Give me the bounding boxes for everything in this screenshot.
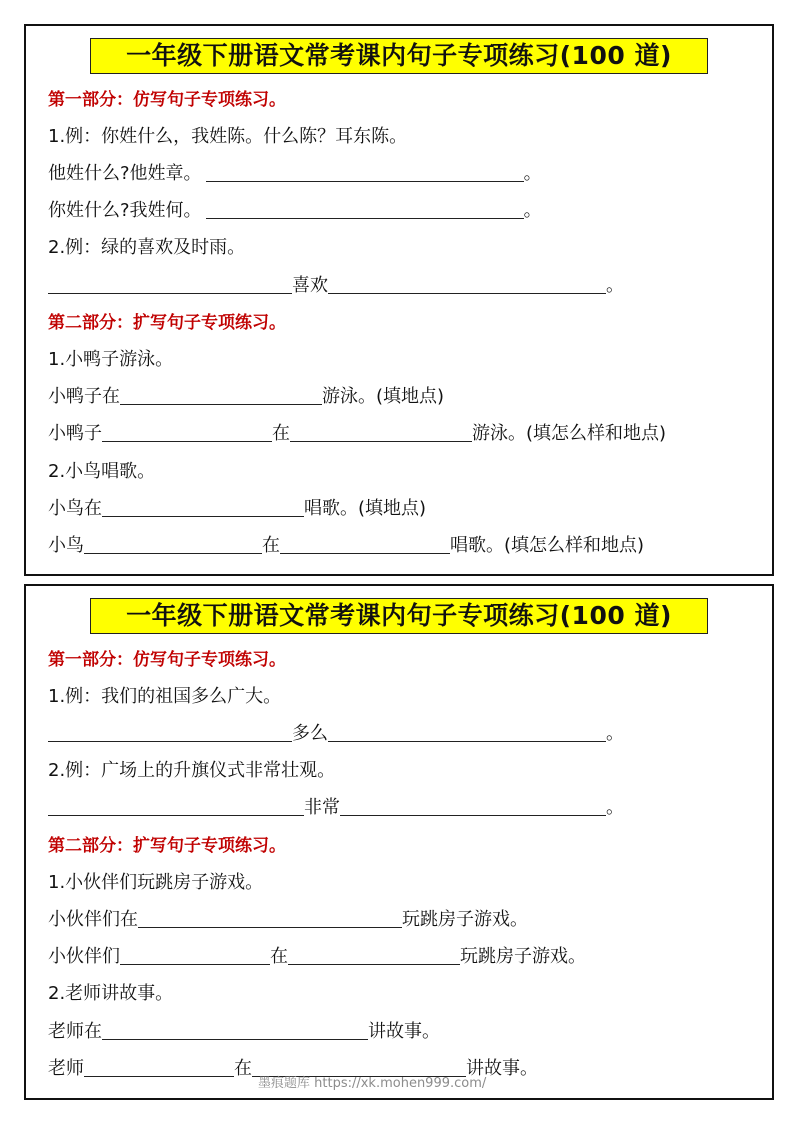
q2-example: 2.例：广场上的升旗仪式非常壮观。 bbox=[48, 760, 336, 781]
answer-blank[interactable] bbox=[120, 386, 322, 405]
q1-example: 1.例：我们的祖国多么广大。 bbox=[48, 686, 282, 707]
q1-line2-end: 。 bbox=[523, 200, 542, 221]
q4-b-end: 讲故事。 bbox=[466, 1058, 538, 1079]
answer-blank[interactable] bbox=[102, 1021, 368, 1040]
part2-heading: 第二部分：扩写句子专项练习。 bbox=[48, 836, 286, 856]
worksheet-card-2 bbox=[24, 584, 774, 1100]
answer-blank[interactable] bbox=[138, 909, 402, 928]
q4-a-start: 老师在 bbox=[48, 1021, 102, 1042]
q2-end: 。 bbox=[606, 797, 624, 818]
answer-blank[interactable] bbox=[102, 498, 304, 517]
part1-heading: 第一部分：仿写句子专项练习。 bbox=[48, 650, 286, 670]
answer-blank[interactable] bbox=[288, 946, 460, 965]
watermark: 墨痕题库 https://xk.mohen999.com/ bbox=[258, 1076, 487, 1091]
q3-line-a bbox=[48, 908, 528, 932]
q2-line bbox=[48, 796, 624, 820]
part1-heading: 第一部分：仿写句子专项练习。 bbox=[48, 90, 286, 110]
q3-line-a bbox=[48, 385, 444, 409]
q1-line2 bbox=[48, 199, 542, 223]
q3-b-mid: 在 bbox=[272, 423, 290, 444]
q3-b-start: 小鸭子 bbox=[48, 423, 102, 444]
q3-line-b bbox=[48, 422, 666, 446]
q3-b-end: 游泳。(填怎么样和地点) bbox=[472, 423, 667, 444]
answer-blank[interactable] bbox=[102, 423, 272, 442]
q4-a-start: 小鸟在 bbox=[48, 498, 102, 519]
answer-blank[interactable] bbox=[84, 1058, 234, 1077]
q1-line1-end: 。 bbox=[523, 163, 542, 184]
q4-a-end: 讲故事。 bbox=[368, 1021, 440, 1042]
q2-example: 2.例：绿的喜欢及时雨。 bbox=[48, 237, 246, 258]
q1-mid: 多么 bbox=[292, 723, 328, 744]
answer-blank[interactable] bbox=[48, 723, 292, 742]
q2-mid: 非常 bbox=[304, 797, 340, 818]
answer-blank[interactable] bbox=[206, 200, 524, 219]
worksheet-title: 一年级下册语文常考课内句子专项练习(100 道) bbox=[90, 598, 708, 634]
q3-a-end: 游泳。(填地点) bbox=[322, 386, 445, 407]
q4-line-b bbox=[48, 534, 644, 558]
answer-blank[interactable] bbox=[340, 797, 606, 816]
q3-sentence: 1.小鸭子游泳。 bbox=[48, 349, 174, 370]
answer-blank[interactable] bbox=[328, 275, 606, 294]
q4-b-start: 老师 bbox=[48, 1058, 84, 1079]
answer-blank[interactable] bbox=[328, 723, 606, 742]
q4-b-start: 小鸟 bbox=[48, 535, 84, 556]
q4-a-end: 唱歌。(填地点) bbox=[304, 498, 427, 519]
q3-a-end: 玩跳房子游戏。 bbox=[402, 909, 528, 930]
answer-blank[interactable] bbox=[120, 946, 270, 965]
answer-blank[interactable] bbox=[84, 535, 262, 554]
q3-b-start: 小伙伴们 bbox=[48, 946, 120, 967]
q2-line bbox=[48, 274, 624, 298]
q1-line1 bbox=[48, 162, 542, 186]
q3-a-start: 小伙伴们在 bbox=[48, 909, 138, 930]
q1-end: 。 bbox=[606, 723, 624, 744]
q4-line-a bbox=[48, 497, 426, 521]
q4-b-end: 唱歌。(填怎么样和地点) bbox=[450, 535, 645, 556]
q1-line2-text: 你姓什么?我姓何。 bbox=[48, 200, 202, 221]
q3-a-start: 小鸭子在 bbox=[48, 386, 120, 407]
answer-blank[interactable] bbox=[280, 535, 450, 554]
q2-end: 。 bbox=[606, 275, 624, 296]
q1-example: 1.例：你姓什么，我姓陈。什么陈？耳东陈。 bbox=[48, 126, 408, 147]
q3-b-mid: 在 bbox=[270, 946, 288, 967]
part2-heading: 第二部分：扩写句子专项练习。 bbox=[48, 313, 286, 333]
q4-b-mid: 在 bbox=[234, 1058, 252, 1079]
worksheet-title: 一年级下册语文常考课内句子专项练习(100 道) bbox=[90, 38, 708, 74]
q2-mid: 喜欢 bbox=[292, 275, 328, 296]
q3-b-end: 玩跳房子游戏。 bbox=[460, 946, 586, 967]
answer-blank[interactable] bbox=[290, 423, 472, 442]
q1-line bbox=[48, 722, 624, 746]
answer-blank[interactable] bbox=[48, 275, 292, 294]
q3-line-b bbox=[48, 945, 586, 969]
worksheet-card-1 bbox=[24, 24, 774, 576]
q4-sentence: 2.小鸟唱歌。 bbox=[48, 461, 156, 482]
q4-line-a bbox=[48, 1020, 440, 1044]
answer-blank[interactable] bbox=[48, 797, 304, 816]
q3-sentence: 1.小伙伴们玩跳房子游戏。 bbox=[48, 872, 264, 893]
answer-blank[interactable] bbox=[206, 163, 524, 182]
q4-sentence: 2.老师讲故事。 bbox=[48, 983, 174, 1004]
q1-line1-text: 他姓什么?他姓章。 bbox=[48, 163, 202, 184]
q4-b-mid: 在 bbox=[262, 535, 280, 556]
